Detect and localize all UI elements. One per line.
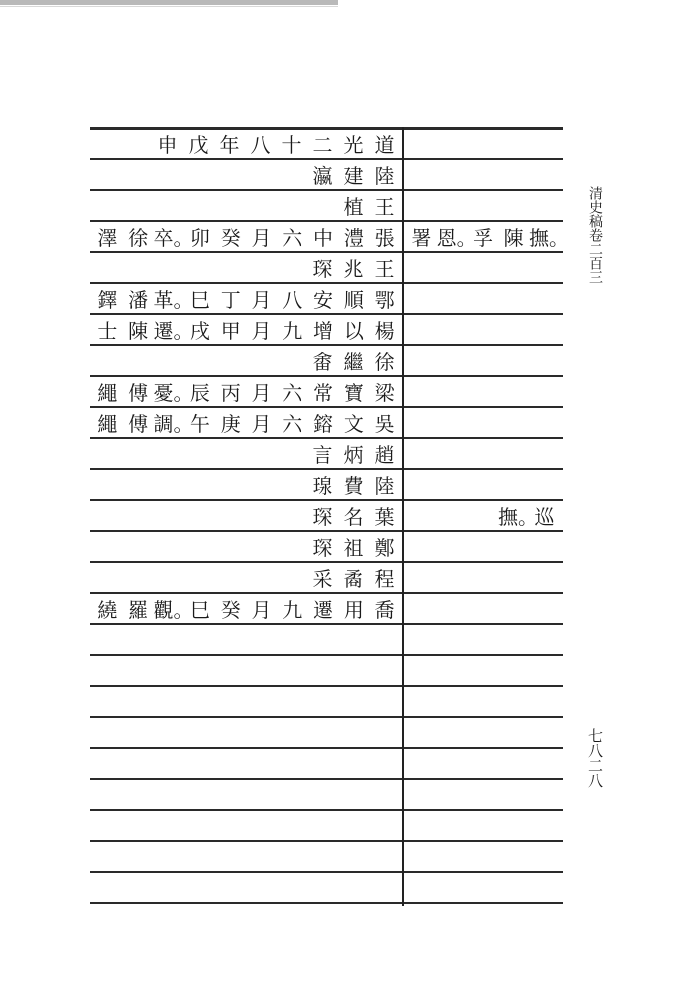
row-left-cell	[92, 284, 400, 312]
glyph: 道	[374, 132, 395, 157]
glyph: 鄭	[374, 535, 395, 560]
glyph: 月	[251, 380, 272, 405]
glyph: 十	[281, 132, 302, 157]
row-right-cell	[406, 811, 560, 839]
glyph: 張	[374, 225, 395, 250]
glyph: 甲	[220, 318, 241, 343]
glyph: 丁	[220, 287, 241, 312]
glyph: 二	[312, 132, 333, 157]
row-left-cell	[92, 625, 400, 653]
glyph: 午	[189, 411, 210, 436]
glyph: 癸	[220, 225, 241, 250]
glyph: 趙	[374, 442, 395, 467]
glyph: 鎔	[313, 411, 334, 436]
glyph: 鐸	[97, 287, 118, 312]
glyph: 王	[374, 256, 395, 281]
glyph: 署	[411, 225, 432, 250]
glyph: 卒。	[153, 225, 194, 250]
row-left-cell	[92, 842, 400, 870]
glyph: 月	[251, 411, 272, 436]
glyph: 言	[312, 442, 333, 467]
glyph: 八	[250, 132, 271, 157]
glyph: 羅	[128, 597, 149, 622]
glyph: 恩。	[436, 225, 477, 250]
glyph: 陸	[374, 473, 395, 498]
glyph: 月	[251, 318, 272, 343]
glyph: 澤	[97, 225, 118, 250]
row-left-cell	[92, 470, 400, 498]
row-right-cell	[406, 284, 560, 312]
glyph: 六	[282, 380, 303, 405]
glyph: 中	[313, 225, 334, 250]
glyph: 傅	[128, 380, 149, 405]
page-number: 七八二八	[586, 728, 604, 788]
row-right-cell	[406, 160, 560, 188]
glyph: 繼	[343, 349, 364, 374]
row-right-cell	[406, 532, 560, 560]
row-right-cell	[406, 377, 560, 405]
glyph: 年	[219, 132, 240, 157]
glyph: 陳	[128, 318, 149, 343]
row-right-cell	[406, 687, 560, 715]
row-left-cell	[92, 718, 400, 746]
glyph: 巡	[534, 504, 555, 529]
glyph: 潘	[128, 287, 149, 312]
glyph: 植	[343, 194, 364, 219]
row-right-cell	[406, 253, 560, 281]
glyph: 巳	[189, 287, 210, 312]
glyph: 琛	[312, 535, 333, 560]
glyph: 以	[343, 318, 364, 343]
glyph: 陳	[503, 225, 524, 250]
glyph: 琛	[312, 504, 333, 529]
glyph: 遷	[313, 597, 334, 622]
row-right-cell	[406, 563, 560, 591]
glyph: 徐	[128, 225, 149, 250]
glyph: 瀛	[312, 163, 333, 188]
glyph: 申	[157, 132, 178, 157]
glyph: 憂。	[153, 380, 194, 405]
glyph: 六	[282, 225, 303, 250]
glyph: 文	[343, 411, 364, 436]
row-left-cell	[92, 222, 400, 250]
glyph: 瑔	[312, 473, 333, 498]
glyph: 卯	[189, 225, 210, 250]
row-left-cell	[92, 346, 400, 374]
row-right-cell	[406, 191, 560, 219]
row-left-cell	[92, 594, 400, 622]
glyph: 炳	[343, 442, 364, 467]
glyph: 辰	[189, 380, 210, 405]
row-left-cell	[92, 656, 400, 684]
row-left-cell	[92, 811, 400, 839]
row-right-cell	[406, 656, 560, 684]
row-left-cell	[92, 780, 400, 808]
glyph: 九	[282, 597, 303, 622]
glyph: 月	[251, 287, 272, 312]
row-left-cell	[92, 687, 400, 715]
glyph: 撫。	[498, 504, 538, 529]
glyph: 徐	[374, 349, 395, 374]
glyph: 梁	[374, 380, 395, 405]
row-right-cell	[406, 749, 560, 777]
row-left-cell	[92, 191, 400, 219]
glyph: 癸	[220, 597, 241, 622]
side-title: 清史稿卷二百三	[587, 186, 603, 284]
glyph: 孚	[472, 225, 493, 250]
glyph: 光	[343, 132, 364, 157]
glyph: 繩	[97, 411, 118, 436]
glyph: 采	[312, 566, 333, 591]
row-right-cell	[406, 129, 560, 157]
glyph: 琛	[312, 256, 333, 281]
scan-edge-line	[0, 6, 338, 7]
glyph: 九	[282, 318, 303, 343]
glyph: 遷。	[153, 318, 194, 343]
row-left-cell	[92, 408, 400, 436]
row-right-cell	[406, 346, 560, 374]
row-left-cell	[92, 501, 400, 529]
row-left-cell	[92, 532, 400, 560]
row-right-cell	[406, 222, 569, 250]
row-right-cell	[406, 873, 560, 901]
row-left-cell	[92, 749, 400, 777]
row-right-cell	[406, 780, 560, 808]
glyph: 士	[97, 318, 118, 343]
glyph: 喬	[374, 597, 395, 622]
glyph: 鄂	[374, 287, 395, 312]
glyph: 月	[251, 597, 272, 622]
row-left-cell	[92, 315, 400, 343]
row-left-cell	[92, 873, 400, 901]
glyph: 月	[251, 225, 272, 250]
glyph: 程	[374, 566, 395, 591]
column-divider	[402, 127, 404, 906]
glyph: 戌	[189, 318, 210, 343]
glyph: 八	[282, 287, 303, 312]
row-right-cell	[406, 501, 560, 529]
row-left-cell	[92, 129, 400, 157]
glyph: 陸	[374, 163, 395, 188]
glyph: 費	[343, 473, 364, 498]
glyph: 庚	[220, 411, 241, 436]
scan-edge-bar	[0, 0, 338, 5]
row-right-cell	[406, 439, 560, 467]
glyph: 王	[374, 194, 395, 219]
row-right-cell	[406, 718, 560, 746]
glyph: 澧	[343, 225, 364, 250]
row-left-cell	[92, 377, 400, 405]
table-rule	[90, 902, 563, 904]
glyph: 戊	[188, 132, 209, 157]
row-right-cell	[406, 470, 560, 498]
glyph: 常	[313, 380, 334, 405]
glyph: 用	[343, 597, 364, 622]
row-right-cell	[406, 594, 560, 622]
glyph: 吳	[374, 411, 395, 436]
row-right-cell	[406, 842, 560, 870]
glyph: 繞	[97, 597, 118, 622]
glyph: 建	[343, 163, 364, 188]
glyph: 楊	[374, 318, 395, 343]
glyph: 兆	[343, 256, 364, 281]
row-right-cell	[406, 625, 560, 653]
glyph: 傅	[128, 411, 149, 436]
glyph: 寶	[343, 380, 364, 405]
glyph: 矞	[343, 566, 364, 591]
glyph: 畬	[312, 349, 333, 374]
row-left-cell	[92, 439, 400, 467]
glyph: 繩	[97, 380, 118, 405]
glyph: 順	[343, 287, 364, 312]
glyph: 祖	[343, 535, 364, 560]
row-right-cell	[406, 408, 560, 436]
glyph: 巳	[189, 597, 210, 622]
glyph: 觀。	[153, 597, 194, 622]
row-left-cell	[92, 563, 400, 591]
glyph: 名	[343, 504, 364, 529]
glyph: 安	[313, 287, 334, 312]
row-right-cell	[406, 315, 560, 343]
glyph: 丙	[220, 380, 241, 405]
glyph: 調。	[153, 411, 194, 436]
glyph: 撫。	[529, 225, 569, 250]
row-left-cell	[92, 253, 400, 281]
row-left-cell	[92, 160, 400, 188]
glyph: 革。	[153, 287, 194, 312]
glyph: 增	[313, 318, 334, 343]
glyph: 葉	[374, 504, 395, 529]
glyph: 六	[282, 411, 303, 436]
